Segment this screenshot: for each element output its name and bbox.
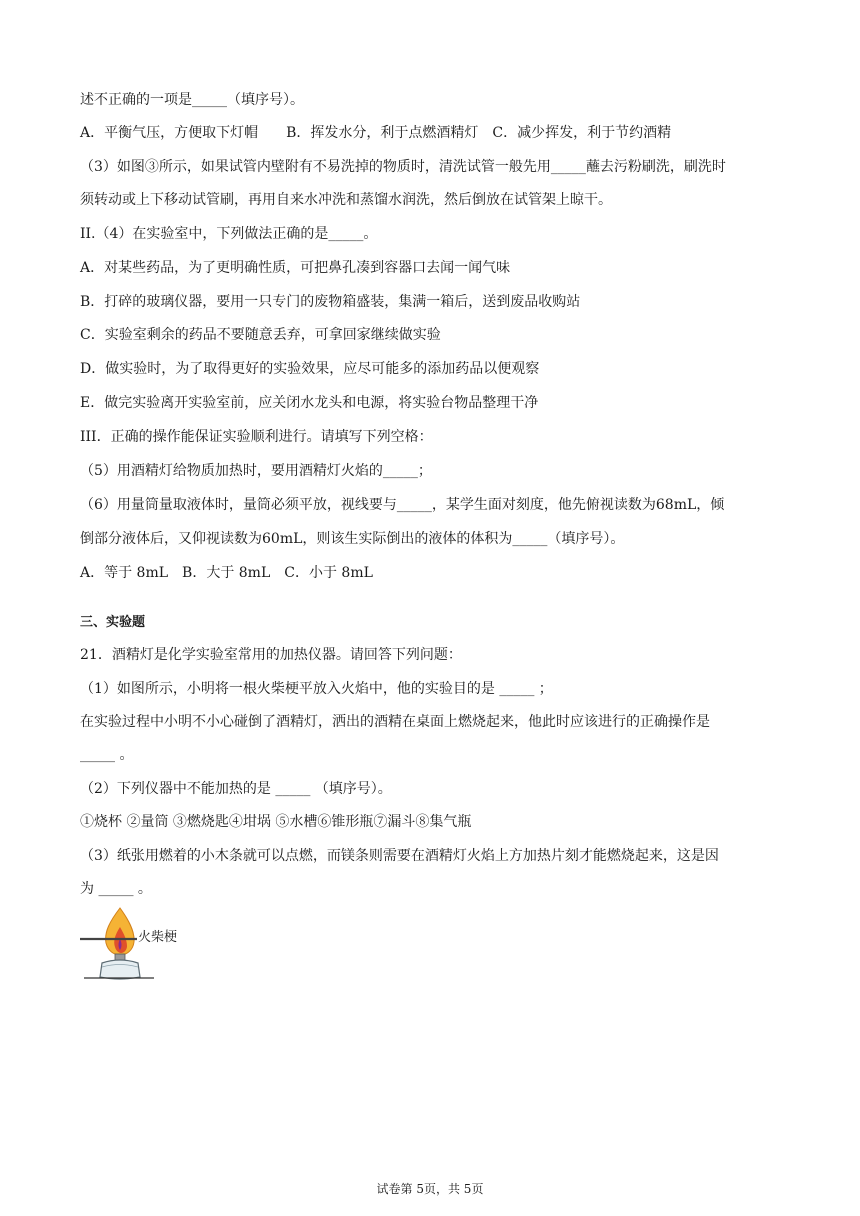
text-line: A．平衡气压，方便取下灯帽 B．挥发水分，利于点燃酒精灯 C．减少挥发，利于节约酒精: [80, 125, 672, 141]
text-line: （3）如图③所示，如果试管内壁附有不易洗掉的物质时，清洗试管一般先用_____蘸去污粉刷洗，刷洗时: [80, 159, 726, 175]
section-heading: 三、实验题: [80, 615, 146, 630]
question-title: 21．酒精灯是化学实验室常用的加热仪器。请回答下列问题：: [80, 647, 462, 663]
option-line: C．实验室剩余的药品不要随意丢弃，可拿回家继续做实验: [80, 327, 441, 343]
text-line: （6）用量筒量取液体时，量筒必须平放，视线要与_____，某学生面对刻度，他先俯视读数为68mL，倾: [80, 497, 725, 513]
option-line: A．对某些药品，为了更明确性质，可把鼻孔凑到容器口去闻一闻气味: [80, 260, 511, 276]
option-line: A．等于 8mL B．大于 8mL C．小于 8mL: [80, 565, 373, 581]
figure-label: 火柴梗: [138, 930, 178, 945]
text-line: ①烧杯 ②量筒 ③燃烧匙④坩埚 ⑤水槽⑥锥形瓶⑦漏斗⑧集气瓶: [80, 814, 472, 830]
text-line: （3）纸张用燃着的小木条就可以点燃，而镁条则需要在酒精灯火焰上方加热片刻才能燃烧起来，这是因: [80, 848, 719, 864]
option-line: E．做完实验离开实验室前，应关闭水龙头和电源，将实验台物品整理干净: [80, 395, 539, 411]
alcohol-lamp-figure: [80, 905, 188, 983]
text-line: 在实验过程中小明不小心碰倒了酒精灯，洒出的酒精在桌面上燃烧起来，他此时应该进行的正确操作是: [80, 714, 710, 730]
text-line: （1）如图所示，小明将一根火柴梗平放入火焰中，他的实验目的是 _____ ；: [80, 681, 553, 697]
text-line: 述不正确的一项是_____（填序号）。: [80, 92, 304, 108]
text-line: II.（4）在实验室中，下列做法正确的是_____。: [80, 226, 378, 242]
text-line: （5）用酒精灯给物质加热时，要用酒精灯火焰的_____；: [80, 463, 432, 479]
text-line: 倒部分液体后，又仰视读数为60mL，则该生实际倒出的液体的体积为_____（填序号）。: [80, 531, 625, 547]
page-footer: 试卷第 5页，共 5页: [376, 1182, 484, 1196]
text-line: 为 _____ 。: [80, 881, 152, 897]
option-line: B．打碎的玻璃仪器，要用一只专门的废物箱盛装，集满一箱后，送到废品收购站: [80, 294, 581, 310]
option-line: D．做实验时，为了取得更好的实验效果，应尽可能多的添加药品以便观察: [80, 361, 540, 377]
text-line: 须转动或上下移动试管刷，再用自来水冲洗和蒸馏水润洗，然后倒放在试管架上晾干。: [80, 192, 612, 208]
text-line: _____ 。: [80, 747, 134, 763]
text-line: III．正确的操作能保证实验顺利进行。请填写下列空格：: [80, 429, 433, 445]
text-line: （2）下列仪器中不能加热的是 _____ （填序号）。: [80, 781, 392, 797]
